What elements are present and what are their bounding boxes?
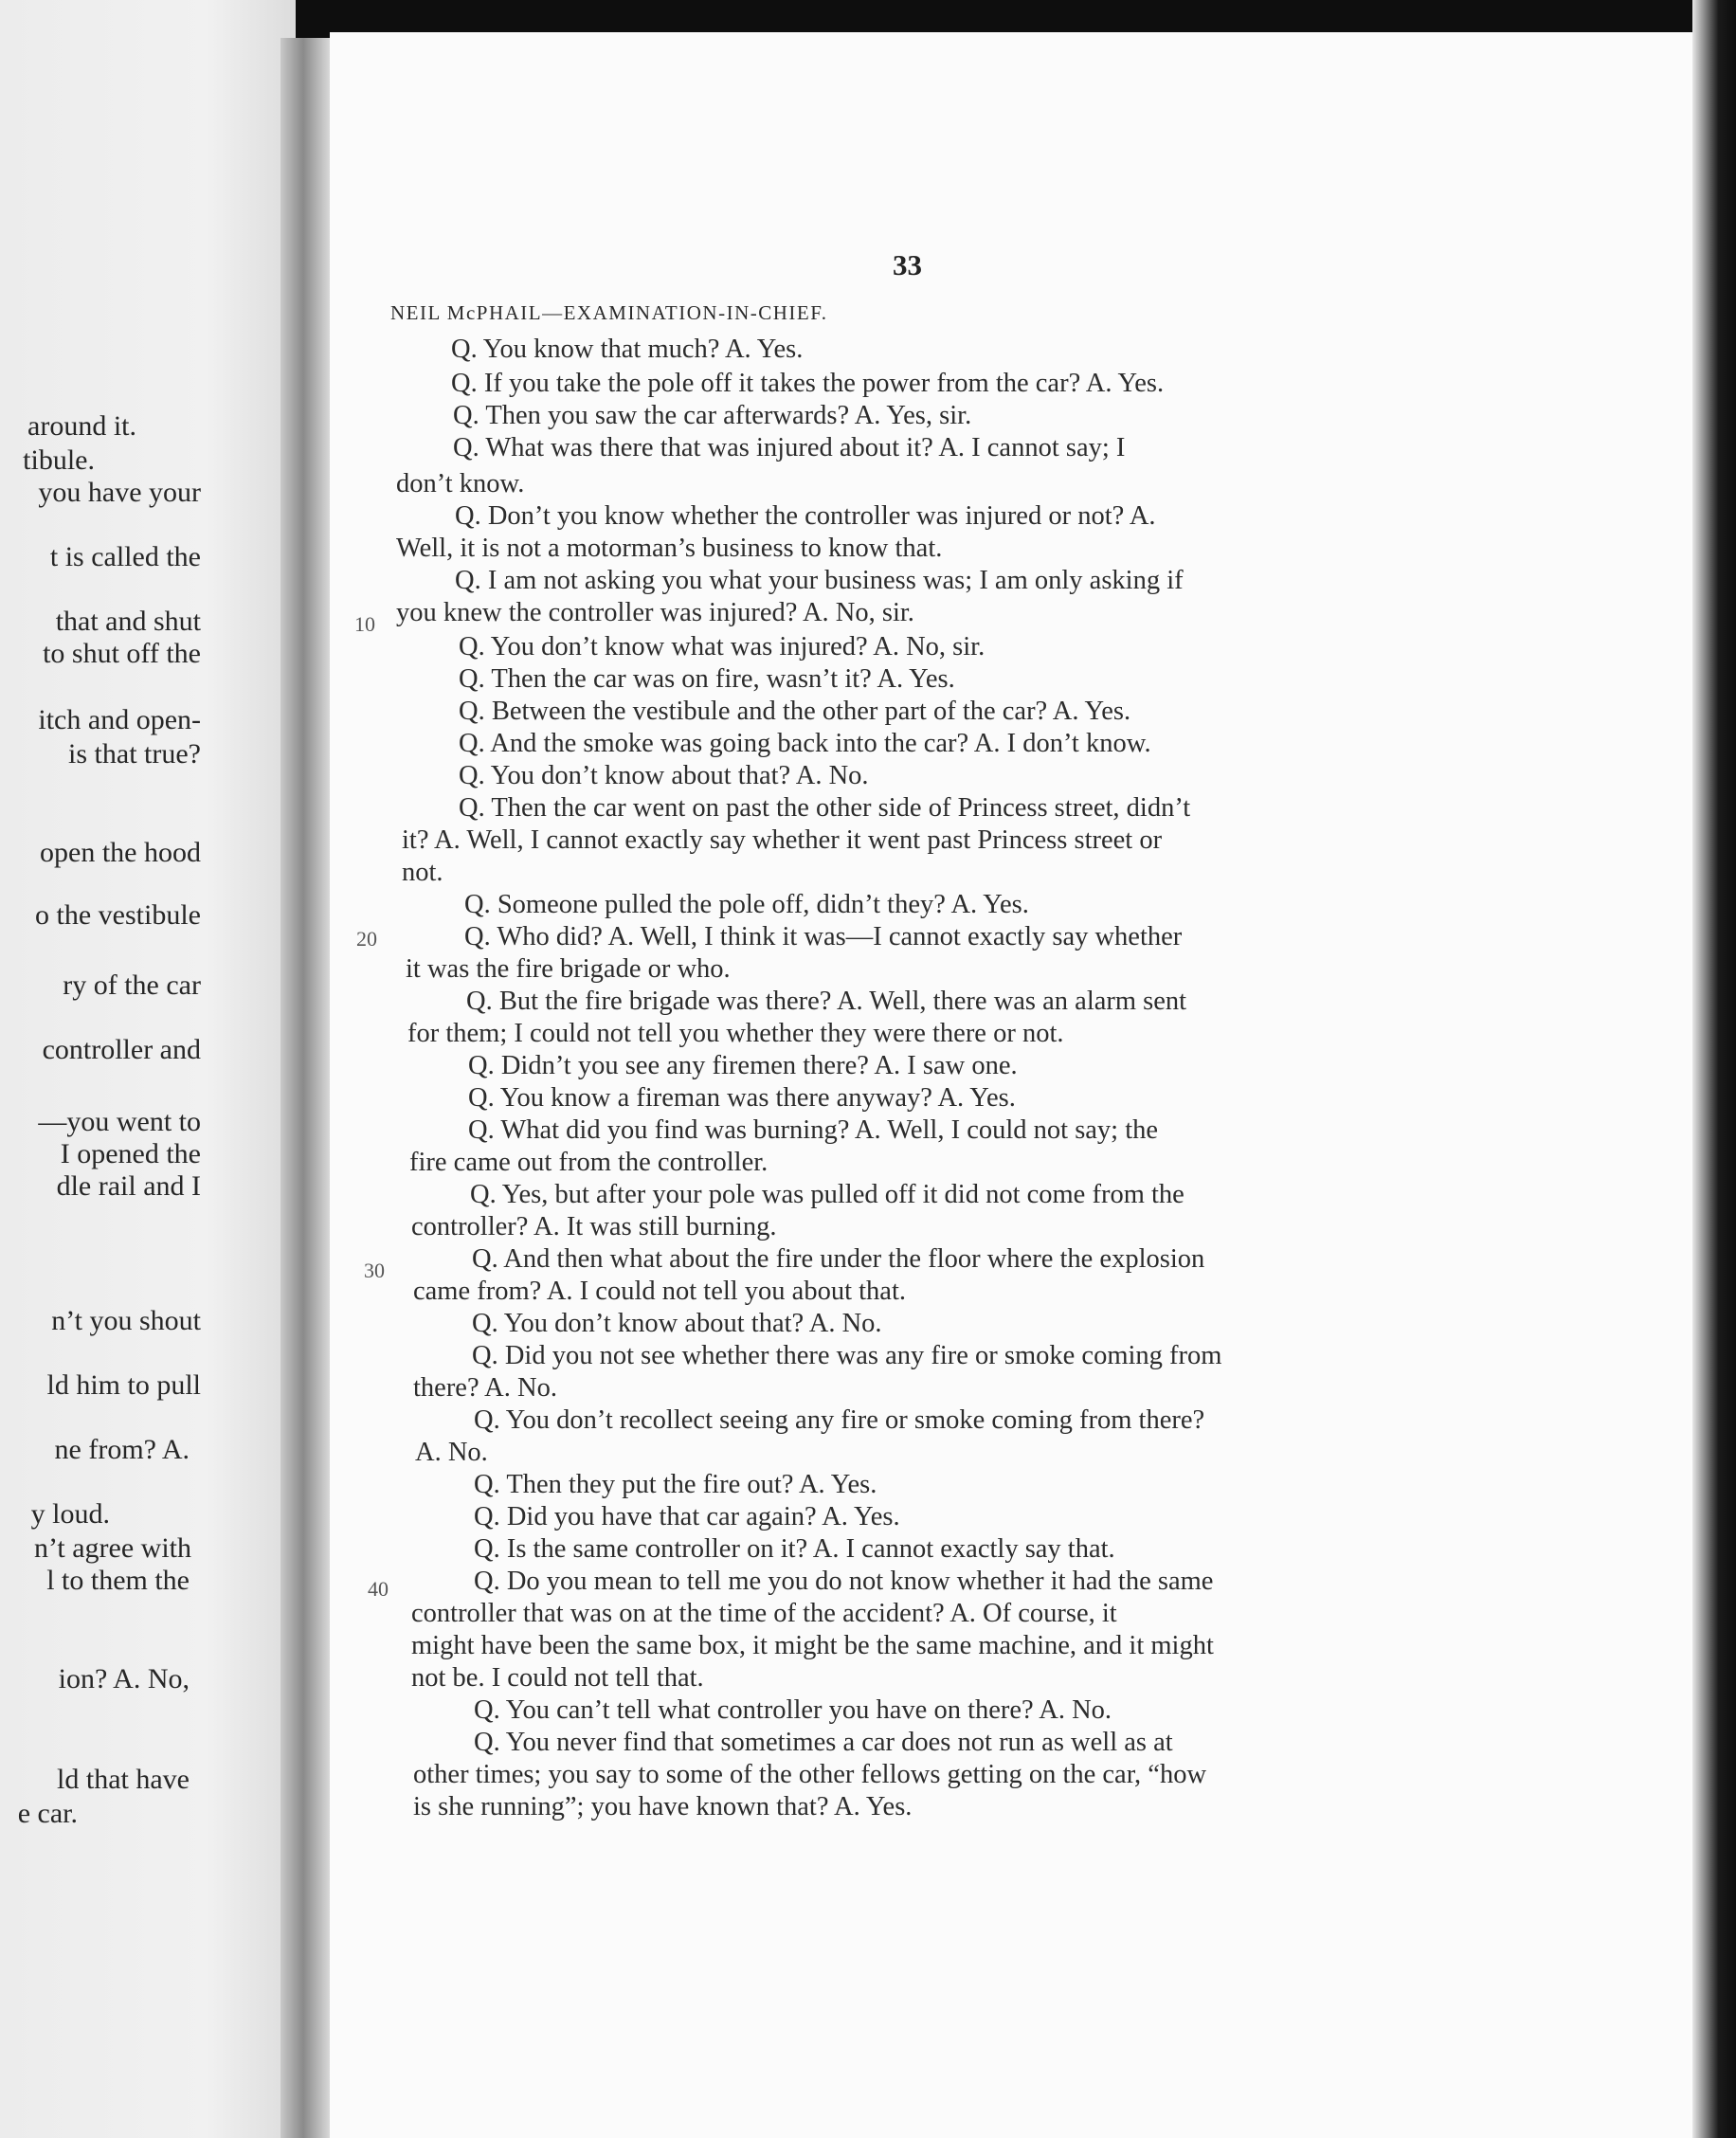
left-page-line: ry of the car xyxy=(63,969,201,1001)
left-page-line: y loud. xyxy=(30,1498,110,1530)
left-page-line: around it. xyxy=(27,410,136,442)
testimony-line: Q. Don’t you know whether the controller was injured or not? A. xyxy=(455,501,1156,531)
margin-line-number: 30 xyxy=(364,1259,385,1282)
testimony-line: for them; I could not tell you whether they were there or not. xyxy=(407,1019,1064,1048)
testimony-line: it? A. Well, I cannot exactly say whether it went past Princess street or xyxy=(402,825,1163,855)
testimony-line: Q. Is the same controller on it? A. I cannot exactly say that. xyxy=(474,1534,1115,1564)
left-page-line: ld that have xyxy=(57,1764,190,1795)
running-head: NEIL McPHAIL—EXAMINATION-IN-CHIEF. xyxy=(390,301,828,324)
left-page-line: that and shut xyxy=(55,606,201,637)
left-page-line: open the hood xyxy=(40,837,201,868)
testimony-line: Q. Someone pulled the pole off, didn’t they? A. Yes. xyxy=(464,890,1029,919)
testimony-line: Q. You never find that sometimes a car does not run as well as at xyxy=(474,1728,1173,1757)
testimony-line: Q. Then they put the fire out? A. Yes. xyxy=(474,1470,877,1499)
testimony-line: Q. You can’t tell what controller you have on there? A. No. xyxy=(474,1695,1112,1725)
testimony-line: Q. You don’t know what was injured? A. No, sir. xyxy=(459,632,986,661)
margin-line-number: 40 xyxy=(368,1577,389,1601)
left-page-line: n’t you shout xyxy=(51,1305,201,1336)
left-page-line: tibule. xyxy=(23,444,95,476)
testimony-line: Q. You know that much? A. Yes. xyxy=(451,335,804,364)
testimony-line: Q. And then what about the fire under the floor where the explosion xyxy=(472,1244,1205,1274)
testimony-line: Q. Did you have that car again? A. Yes. xyxy=(474,1502,900,1531)
testimony-line: Q. Yes, but after your pole was pulled off it did not come from the xyxy=(470,1180,1184,1209)
testimony-line: controller that was on at the time of the accident? A. Of course, it xyxy=(411,1599,1117,1628)
testimony-line: Q. Then the car went on past the other side of Princess street, didn’t xyxy=(459,793,1191,823)
left-page-line: to shut off the xyxy=(43,638,201,669)
page-number: 33 xyxy=(893,248,922,281)
testimony-line: Well, it is not a motorman’s business to know that. xyxy=(396,534,943,563)
left-page-line: n’t agree with xyxy=(33,1532,191,1564)
left-page-line: dle rail and I xyxy=(56,1170,201,1202)
testimony-line: Q. You don’t recollect seeing any fire or smoke coming from there? xyxy=(474,1405,1205,1435)
testimony-line: Q. Then you saw the car afterwards? A. Yes, sir. xyxy=(453,401,972,430)
left-page-line: I opened the xyxy=(60,1138,201,1169)
left-page-line: ion? A. No, xyxy=(58,1663,190,1694)
testimony-line: Q. And the smoke was going back into the car? A. I don’t know. xyxy=(459,729,1151,758)
left-page-line: e car. xyxy=(17,1798,78,1829)
left-page-line: ld him to pull xyxy=(46,1369,201,1401)
book-gutter xyxy=(280,38,337,2138)
testimony-line: Q. You don’t know about that? A. No. xyxy=(459,761,869,790)
left-page-line: t is called the xyxy=(49,541,201,572)
testimony-line: Q. Didn’t you see any firemen there? A. I saw one. xyxy=(468,1051,1018,1080)
left-page-line: —you went to xyxy=(38,1106,201,1137)
testimony-line: Q. You know a fireman was there anyway? A. Yes. xyxy=(468,1083,1016,1113)
page-edge-shadow xyxy=(1692,0,1736,2138)
left-page-line: is that true? xyxy=(68,738,201,770)
testimony-line: it was the fire brigade or who. xyxy=(406,954,731,984)
testimony-line: controller? A. It was still burning. xyxy=(411,1212,777,1241)
testimony-line: not be. I could not tell that. xyxy=(411,1663,704,1693)
testimony-line: A. No. xyxy=(415,1438,488,1467)
left-page-line: controller and xyxy=(42,1034,201,1065)
testimony-line: not. xyxy=(402,858,443,887)
left-page-line: ne from? A. xyxy=(54,1434,190,1465)
left-page-line: o the vestibule xyxy=(35,899,201,931)
testimony-line: Q. Between the vestibule and the other part of the car? A. Yes. xyxy=(459,697,1131,726)
left-page xyxy=(0,0,296,2138)
testimony-line: came from? A. I could not tell you about that. xyxy=(413,1277,906,1306)
testimony-line: Q. Then the car was on fire, wasn’t it? A. Yes. xyxy=(459,664,955,694)
testimony-line: fire came out from the controller. xyxy=(409,1148,769,1177)
margin-line-number: 20 xyxy=(356,927,377,951)
testimony-line: Q. What did you find was burning? A. Well, I could not say; the xyxy=(468,1115,1159,1145)
testimony-line: Q. You don’t know about that? A. No. xyxy=(472,1309,882,1338)
testimony-line: Q. But the fire brigade was there? A. Well, there was an alarm sent xyxy=(466,987,1187,1016)
testimony-line: don’t know. xyxy=(396,469,525,498)
testimony-line: other times; you say to some of the other fellows getting on the car, “how xyxy=(413,1760,1207,1789)
testimony-line: Q. I am not asking you what your business was; I am only asking if xyxy=(455,566,1184,595)
testimony-line: you knew the controller was injured? A. No, sir. xyxy=(396,598,914,627)
left-page-line: l to them the xyxy=(46,1565,190,1596)
left-page-line: itch and open- xyxy=(38,704,201,735)
testimony-line: is she running”; you have known that? A. Yes. xyxy=(413,1792,913,1821)
testimony-line: there? A. No. xyxy=(413,1373,557,1403)
testimony-line: Q. Who did? A. Well, I think it was—I cannot exactly say whether xyxy=(464,922,1183,951)
testimony-line: Q. Did you not see whether there was any fire or smoke coming from xyxy=(472,1341,1222,1370)
margin-line-number: 10 xyxy=(354,612,375,636)
testimony-line: Q. What was there that was injured about it? A. I cannot say; I xyxy=(453,433,1126,462)
testimony-line: Q. If you take the pole off it takes the power from the car? A. Yes. xyxy=(451,369,1165,398)
testimony-line: Q. Do you mean to tell me you do not know whether it had the same xyxy=(474,1567,1214,1596)
left-page-line: you have your xyxy=(38,477,201,508)
testimony-line: might have been the same box, it might be the same machine, and it might xyxy=(411,1631,1214,1660)
